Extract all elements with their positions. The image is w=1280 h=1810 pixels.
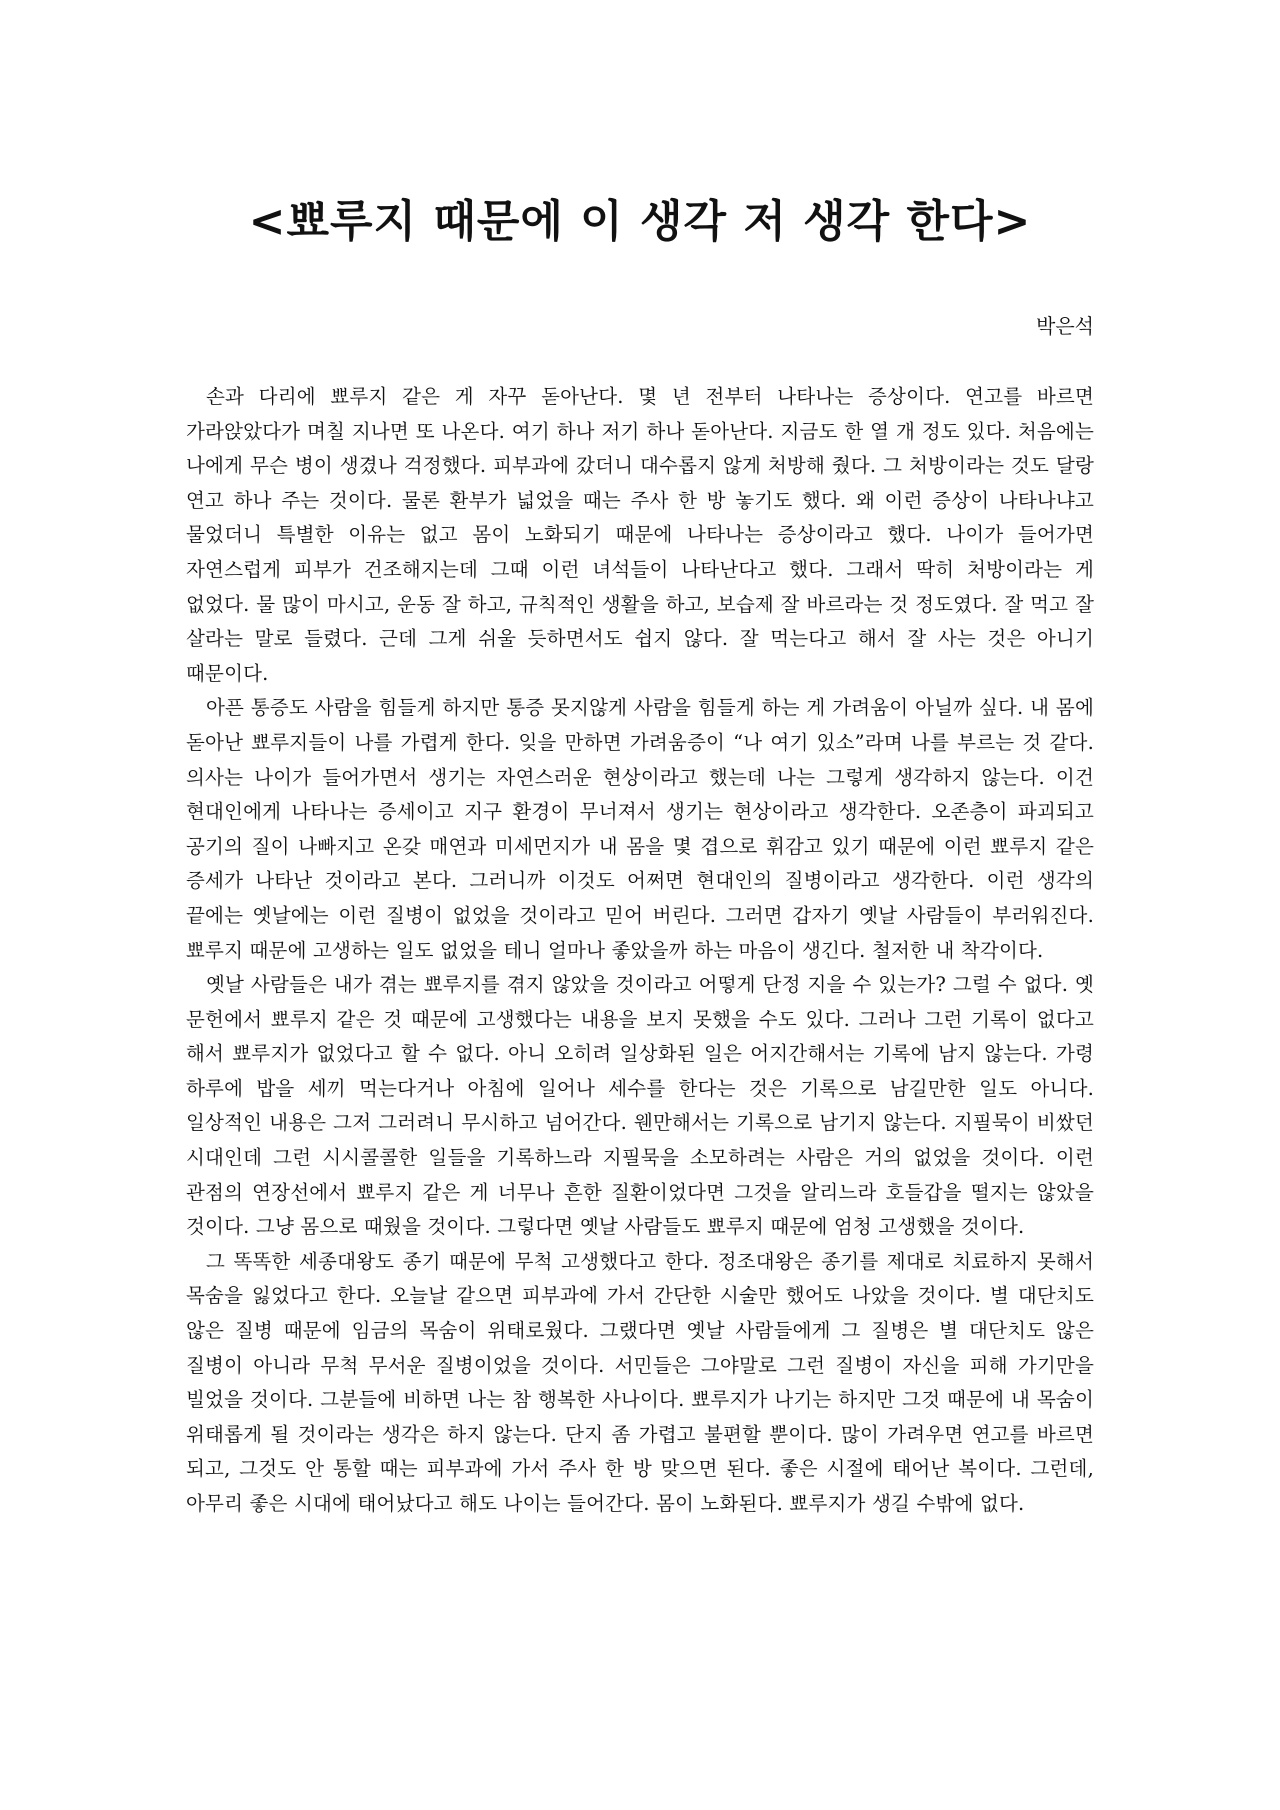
paragraph: 손과 다리에 뾰루지 같은 게 자꾸 돋아난다. 몇 년 전부터 나타나는 증상이다. 연고를 바르면 가라앉았다가 며칠 지나면 또 나온다. 여기 하나 저기 하나 돋아난다. 지금도 한 열 개 정도 있다. 처음에는 나에게 무슨 병이 생겼나 걱정했다. 피부과에 갔더니 대수롭지 않게 처방해 줬다. 그 처방이라는 것도 달랑 연고 하나 주는 것이다. 물론 환부가 넓었을 때는 주사 한 방 놓기도 했다. 왜 이런 증상이 나타나냐고 물었더니 특별한 이유는 없고 몸이 노화되기 때문에 나타나는 증상이라고 했다. 나이가 들어가면 자연스럽게 피부가 건조해지는데 그때 이런 녀석들이 나타난다고 했다. 그래서 딱히 처방이라는 게 없었다. 물 많이 마시고, 운동 잘 하고, 규칙적인 생활을 하고, 보습제 잘 바르라는 것 정도였다. 잘 먹고 잘 살라는 말로 들렸다. 근데 그게 쉬울 듯하면서도 쉽지 않다. 잘 먹는다고 해서 잘 사는 것은 아니기 때문이다. bbox=[186, 385, 1094, 685]
author-name: 박은석 bbox=[1036, 314, 1094, 338]
paragraph: 그 똑똑한 세종대왕도 종기 때문에 무척 고생했다고 한다. 정조대왕은 종기를 제대로 치료하지 못해서 목숨을 잃었다고 한다. 오늘날 같으면 피부과에 가서 간단한 시술만 했어도 나았을 것이다. 별 대단치도 않은 질병 때문에 임금의 목숨이 위태로웠다. 그랬다면 옛날 사람들에게 그 질병은 별 대단치도 않은 질병이 아니라 무척 무서운 질병이었을 것이다. 서민들은 그야말로 그런 질병이 자신을 피해 가기만을 빌었을 것이다. 그분들에 비하면 나는 참 행복한 사나이다. 뾰루지가 나기는 하지만 그것 때문에 내 목숨이 위태롭게 될 것이라는 생각은 하지 않는다. 단지 좀 가렵고 불편할 뿐이다. 많이 가려우면 연고를 바르면 되고, 그것도 안 통할 때는 피부과에 가서 주사 한 방 맞으면 된다. 좋은 시절에 태어난 복이다. 그런데, 아무리 좋은 시대에 태어났다고 해도 나이는 들어간다. 몸이 노화된다. 뾰루지가 생길 수밖에 없다. bbox=[186, 1249, 1094, 1515]
essay-body bbox=[186, 380, 1094, 1522]
paragraph: 아픈 통증도 사람을 힘들게 하지만 통증 못지않게 사람을 힘들게 하는 게 가려움이 아닐까 싶다. 내 몸에 돋아난 뾰루지들이 나를 가렵게 한다. 잊을 만하면 가려움증이 “나 여기 있소”라며 나를 부르는 것 같다. 의사는 나이가 들어가면서 생기는 자연스러운 현상이라고 했는데 나는 그렇게 생각하지 않는다. 이건 현대인에게 나타나는 증세이고 지구 환경이 무너져서 생기는 현상이라고 생각한다. 오존층이 파괴되고 공기의 질이 나빠지고 온갖 매연과 미세먼지가 내 몸을 몇 겹으로 휘감고 있기 때문에 이런 뾰루지 같은 증세가 나타난 것이라고 본다. 그러니까 이것도 어쩌면 현대인의 질병이라고 생각한다. 이런 생각의 끝에는 옛날에는 이런 질병이 없었을 것이라고 믿어 버린다. 그러면 갑자기 옛날 사람들이 부러워진다. 뾰루지 때문에 고생하는 일도 없었을 테니 얼마나 좋았을까 하는 마음이 생긴다. 철저한 내 착각이다. bbox=[186, 696, 1094, 962]
document-title: <뾰루지 때문에 이 생각 저 생각 한다> bbox=[248, 196, 1032, 247]
paragraph: 옛날 사람들은 내가 겪는 뾰루지를 겪지 않았을 것이라고 어떻게 단정 지을 수 있는가? 그럴 수 없다. 옛 문헌에서 뾰루지 같은 것 때문에 고생했다는 내용을 보지 못했을 수도 있다. 그러나 그런 기록이 없다고 해서 뾰루지가 없었다고 할 수 없다. 아니 오히려 일상화된 일은 어지간해서는 기록에 남지 않는다. 가령 하루에 밥을 세끼 먹는다거나 아침에 일어나 세수를 한다는 것은 기록으로 남길만한 일도 아니다. 일상적인 내용은 그저 그러려니 무시하고 넘어간다. 웬만해서는 기록으로 남기지 않는다. 지필묵이 비쌌던 시대인데 그런 시시콜콜한 일들을 기록하느라 지필묵을 소모하려는 사람은 거의 없었을 것이다. 이런 관점의 연장선에서 뾰루지 같은 게 너무나 흔한 질환이었다면 그것을 알리느라 호들갑을 떨지는 않았을 것이다. 그냥 몸으로 때웠을 것이다. 그렇다면 옛날 사람들도 뾰루지 때문에 엄청 고생했을 것이다. bbox=[186, 973, 1094, 1239]
